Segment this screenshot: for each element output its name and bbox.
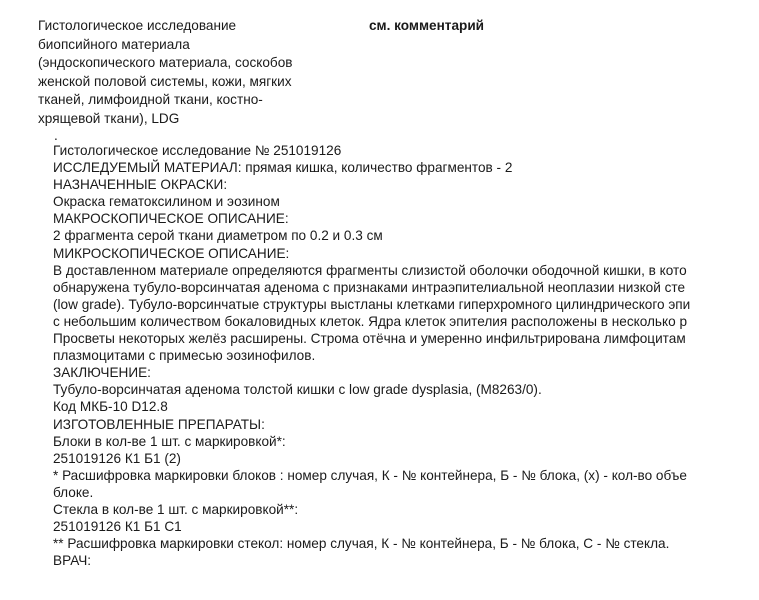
result-value: см. комментарий bbox=[369, 18, 485, 33]
blocks-legend-line: блоке. bbox=[53, 484, 94, 500]
preparations-heading: ИЗГОТОВЛЕННЫЕ ПРЕПАРАТЫ: bbox=[53, 416, 265, 432]
icd-code: Код МКБ-10 D12.8 bbox=[53, 399, 168, 415]
micro-text-line: обнаружена тубуло-ворсинчатая аденома с признаками интраэпителиальной неоплазии низкой сте bbox=[53, 279, 686, 295]
blocks-marking: 251019126 К1 Б1 (2) bbox=[53, 450, 181, 466]
micro-text-line: плазмоцитами с примесью эозинофилов. bbox=[53, 348, 316, 364]
test-name-line: женской половой системы, кожи, мягких bbox=[38, 73, 292, 89]
comment-body bbox=[53, 130, 759, 569]
comment-dot: . bbox=[54, 130, 58, 143]
staining-heading: НАЗНАЧЕННЫЕ ОКРАСКИ: bbox=[53, 177, 228, 193]
micro-text-line: (low grade). Тубуло-ворсинчатые структуры выстланы клетками гиперхромного цилиндрического эпи bbox=[53, 296, 691, 312]
test-name-line: тканей, лимфоидной ткани, костно- bbox=[38, 92, 263, 108]
slides-marking: 251019126 К1 Б1 С1 bbox=[53, 519, 182, 535]
micro-heading: МИКРОСКОПИЧЕСКОЕ ОПИСАНИЕ: bbox=[53, 245, 290, 261]
macro-heading: МАКРОСКОПИЧЕСКОЕ ОПИСАНИЕ: bbox=[53, 211, 289, 227]
blocks-count: Блоки в кол-ве 1 шт. с маркировкой*: bbox=[53, 433, 286, 449]
test-name bbox=[38, 17, 338, 129]
slides-legend: ** Расшифровка маркировки стекол: номер случая, К - № контейнера, Б - № блока, С - № стекла. bbox=[53, 536, 670, 552]
test-name-line: биопсийного материала bbox=[38, 36, 190, 52]
test-name-line: Гистологическое исследование bbox=[38, 18, 237, 33]
macro-text: 2 фрагмента серой ткани диаметром по 0.2 и 0.3 см bbox=[53, 228, 383, 244]
report-number: Гистологическое исследование № 251019126 bbox=[53, 143, 342, 158]
micro-text-line: с небольшим количеством бокаловидных клеток. Ядра клеток эпителия расположены в несколько р bbox=[53, 313, 688, 329]
slides-count: Стекла в кол-ве 1 шт. с маркировкой**: bbox=[53, 501, 299, 517]
blocks-legend-line: * Расшифровка маркировки блоков : номер случая, К - № контейнера, Б - № блока, (х) - кол-во объе bbox=[53, 467, 687, 483]
test-name-line: (эндоскопического материала, соскобов bbox=[38, 55, 293, 71]
staining-text: Окраска гематоксилином и эозином bbox=[53, 194, 280, 210]
material-line: ИССЛЕДУЕМЫЙ МАТЕРИАЛ: прямая кишка, количество фрагментов - 2 bbox=[53, 160, 513, 176]
micro-text-line: Просветы некоторых желёз расширены. Строма отёчна и умеренно инфильтрирована лимфоцитам bbox=[53, 331, 686, 347]
test-name-line: хрящевой ткани), LDG bbox=[38, 110, 180, 126]
conclusion-text: Тубуло-ворсинчатая аденома толстой кишки с low grade dysplasia, (M8263/0). bbox=[53, 382, 542, 398]
conclusion-heading: ЗАКЛЮЧЕНИЕ: bbox=[53, 365, 151, 381]
micro-text-line: В доставленном материале определяются фрагменты слизистой оболочки ободочной кишки, в кото bbox=[53, 262, 687, 278]
doctor-label: ВРАЧ: bbox=[53, 553, 92, 569]
